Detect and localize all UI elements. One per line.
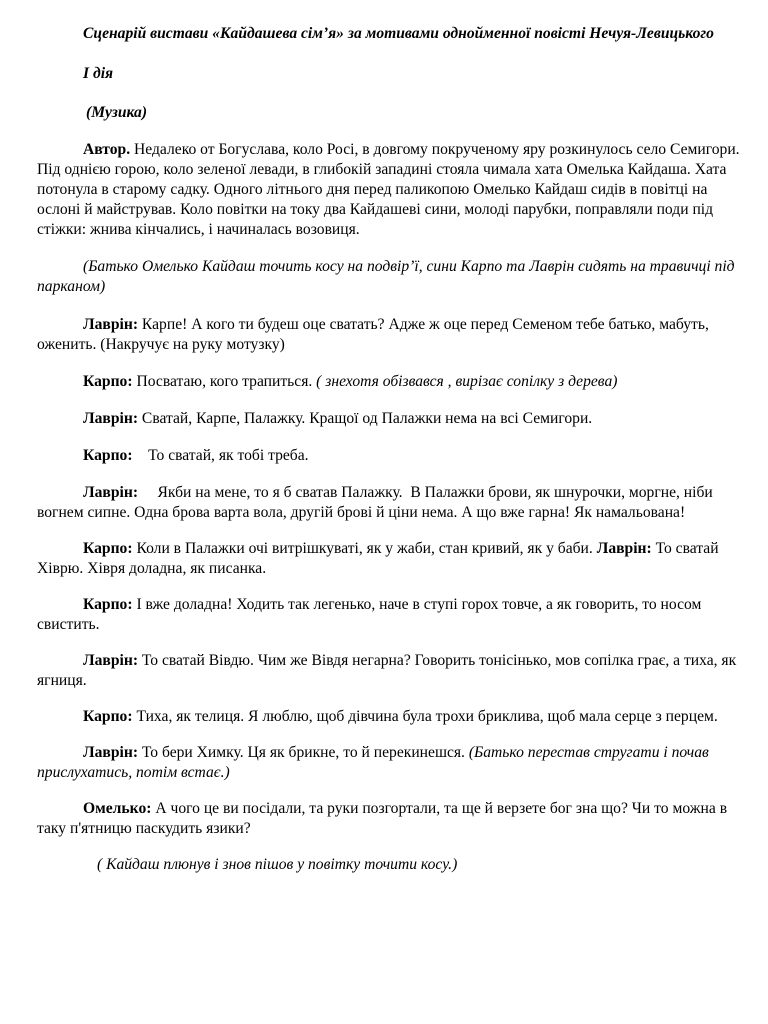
- line-text: То сватай Хіврю. Хівря доладна, як писанка.: [37, 540, 719, 577]
- document-title: Сценарій вистави «Кайдашева сім’я» за мотивами однойменної повісті Нечуя-Левицького: [83, 25, 714, 42]
- act-heading: І дія: [83, 65, 114, 82]
- speaker-name: Карпо:: [83, 708, 133, 725]
- speaker-name: Лаврін:: [83, 744, 139, 761]
- line-text: Карпе! А кого ти будеш оце сватать? Адже ж оце перед Семеном тебе батько, мабуть, оженить. (Накручує на руку мотузку): [37, 316, 709, 353]
- line-text: Тиха, як телиця. Я люблю, щоб дівчина була трохи бриклива, щоб мала серце з перцем.: [132, 708, 718, 725]
- line-text: Сватай, Карпе, Палажку. Кращої од Палажки нема на всі Семигори.: [138, 410, 593, 427]
- stage-direction: ( Кайдаш плюнув і знов пішов у повітку точити косу.): [97, 856, 458, 873]
- dialogue-line: [37, 372, 749, 392]
- speaker-name: Карпо:: [83, 596, 133, 613]
- stage-direction: (Батько Омелько Кайдаш точить косу на подвір’ї, сини Карпо та Лаврін сидять на травичці під парканом): [37, 258, 735, 295]
- line-text: Посватаю, кого трапиться.: [132, 373, 317, 390]
- speaker-name: Омелько:: [83, 800, 152, 817]
- line-text: То бери Химку. Ця як брикне, то й перекинешся.: [138, 744, 469, 761]
- dialogue-line: [37, 315, 749, 355]
- dialogue-line: [37, 539, 749, 579]
- dialogue-line: [37, 446, 749, 466]
- line-text: Коли в Палажки очі витрішкуваті, як у жаби, стан кривий, як у баби.: [132, 540, 597, 557]
- speaker-name: Лаврін:: [83, 652, 139, 669]
- dialogue-line: [37, 707, 749, 727]
- dialogue-line: [37, 409, 749, 429]
- stage-direction-inline: (Батько перестав стругати і почав прислухатись, потім встає.): [37, 744, 709, 781]
- line-text: То сватай, як тобі треба.: [132, 447, 309, 464]
- line-text: І вже доладна! Ходить так легенько, наче в ступі горох товче, а як говорить, то носом свистить.: [37, 596, 702, 633]
- speaker-name: Лаврін:: [83, 316, 139, 333]
- speaker-name: Лаврін:: [83, 484, 139, 501]
- line-text: А чого це ви посідали, та руки позгортали, та ще й верзете бог зна що? Чи то можна в таку п'ятницю паскудить язики?: [37, 800, 728, 837]
- speaker-name: Лаврін:: [596, 540, 652, 557]
- speaker-name: Карпо:: [83, 373, 133, 390]
- dialogue-line: [37, 651, 749, 691]
- dialogue-line: [37, 743, 749, 783]
- document-page: [37, 24, 749, 875]
- author-paragraph: [37, 140, 749, 240]
- line-text: Якби на мене, то я б сватав Палажку. В Палажки брови, як шнурочки, моргне, ніби вогнем сипне. Одна брова варта вола, другій брові й ціни нема. А що вже гарна! Як намальована!: [37, 484, 717, 521]
- author-text: Недалеко от Богуслава, коло Росі, в довгому покрученому яру розкинулось село Семигори. Під однією горою, коло зеленої левади, в глибокій западині стояла чимала хата Омелька Кайдаша. Хата потонула в старому садку. Одного літнього дня перед паликопою Омелько Кайдаш сидів в повітці на ослоні й майстрував. Коло повітки на току два Кайдашеві сини, молоді парубки, поправляли поди під стіжки: жнива кінчались, і начиналась возовиця.: [37, 141, 740, 238]
- speaker-name: Карпо:: [83, 540, 133, 557]
- stage-direction-inline: ( знехотя обізвався , вирізає сопілку з дерева): [316, 373, 618, 390]
- speaker-name: Автор.: [83, 141, 131, 158]
- speaker-name: Лаврін:: [83, 410, 139, 427]
- dialogue-line: [37, 483, 749, 523]
- music-direction: (Музика): [86, 104, 148, 121]
- speaker-name: Карпо:: [83, 447, 133, 464]
- dialogue-line: [37, 595, 749, 635]
- dialogue-line: [37, 799, 749, 839]
- line-text: То сватай Вівдю. Чим же Вівдя негарна? Говорить тонісінько, мов сопілка грає, а тиха, як ягниця.: [37, 652, 737, 689]
